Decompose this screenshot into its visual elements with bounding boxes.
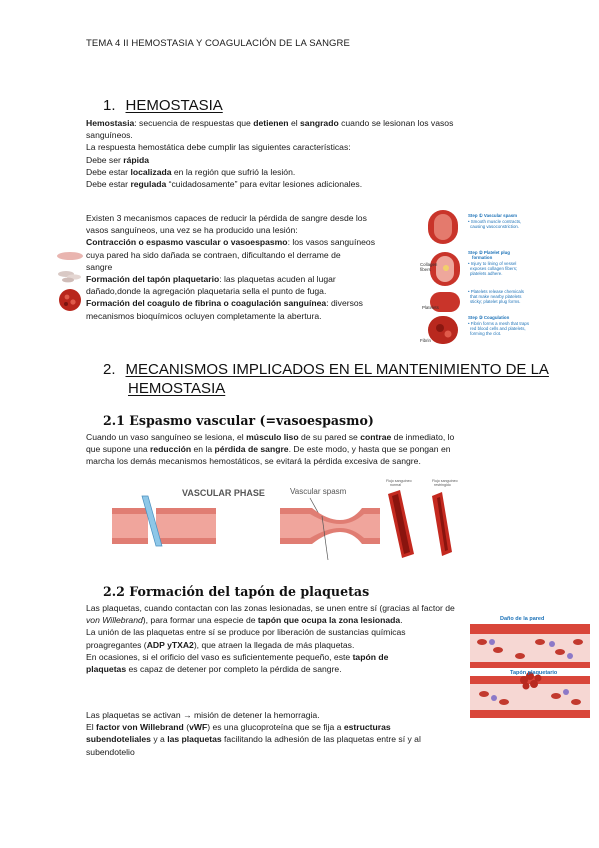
svg-text:Flujo sanguíneo: Flujo sanguíneo (386, 479, 412, 483)
svg-text:forming the clot.: forming the clot. (470, 331, 502, 336)
vessel-flow-figures (380, 476, 460, 568)
subsection-2-2-title: 2.2 Formación del tapón de plaquetas (103, 584, 370, 599)
platelet-activation-text: Las plaquetas se activan → misión de detener la hemorragia. El factor von Willebrand (vWF) es una glucoproteína que se fija a estructuras subendoteliales y a las plaquetas facilitando la adhesión de las plaquetas entre sí y al subendotelio (86, 710, 421, 757)
svg-text:that make nearby platelets: that make nearby platelets (470, 294, 522, 299)
subsection-2-1-text: Cuando un vaso sanguíneo se lesiona, el músculo liso de su pared se contrae de inmediato, lo que supone una reducción en la pérdida de sangre. De este modo, y hasta que se pongan en marcha los demás mecanismos hemostáticos, se evitará la pérdida excesiva de sangre. (86, 432, 455, 467)
subsection-2-2-text: Las plaquetas, cuando contactan con las zonas lesionadas, se unen entre sí (gracias al factor de von Willebrand), para formar una especie de tapón que ocupa la zona lesionada. La unión de las plaquetas entre sí se produce por liberación de sustancias químicas proagregantes (ADP yTXA2), que atraen la llegada de más plaquetas. En ocasiones, si el orificio del vaso es suficientemente pequeño, este tapón de plaquetas es capaz de detener por completo la pérdida de sangre. (86, 603, 455, 675)
svg-text:sticky; platelet plug forms.: sticky; platelet plug forms. (470, 299, 521, 304)
svg-text:Collagen: Collagen (420, 262, 438, 267)
svg-text:platelets adhere.: platelets adhere. (470, 271, 503, 276)
svg-text:causing vasoconstriction.: causing vasoconstriction. (470, 224, 520, 229)
section-title: MECANISMOS IMPLICADOS EN EL MANTENIMIENTO DE LA (125, 361, 549, 378)
svg-text:restringido: restringido (434, 483, 451, 487)
svg-text:normal: normal (390, 483, 401, 487)
step1-title: Step ① Vascular spasm (468, 213, 518, 218)
mechanism-3: Formación del coagulo de fibrina o coagulación sanguínea: diversos (86, 298, 363, 309)
svg-text:Flujo sanguíneo: Flujo sanguíneo (432, 479, 458, 483)
svg-text:• Platelets release chemicals: • Platelets release chemicals (468, 289, 524, 294)
document-header: TEMA 4 II HEMOSTASIA Y COAGULACIÓN DE LA SANGRE (86, 38, 350, 49)
section-2-heading: 2. MECANISMOS IMPLICADOS EN EL MANTENIMIENTO DE LA HEMOSTASIA (103, 361, 549, 397)
vascular-phase-figure (112, 476, 380, 566)
subsection-2-1-title: 2.1 Espasmo vascular (=vasoespasmo) (103, 413, 374, 428)
svg-text:VASCULAR PHASE: VASCULAR PHASE (182, 488, 265, 498)
section-number: 1. (103, 97, 116, 114)
svg-text:• Smooth muscle contracts,: • Smooth muscle contracts, (468, 219, 522, 224)
platelet-plug-figure (470, 612, 590, 720)
svg-text:Tapón plaquetario: Tapón plaquetario (510, 670, 558, 676)
svg-text:Platelets: Platelets (422, 305, 439, 310)
hemostasis-steps-figure (420, 206, 560, 346)
vessel-cells-icon (54, 250, 86, 312)
svg-text:• Injury to lining of vessel: • Injury to lining of vessel (468, 261, 517, 266)
mechanism-2: Formación del tapón plaquetario: las plaquetas acuden al lugar (86, 274, 336, 285)
svg-text:exposes collagen fibers;: exposes collagen fibers; (470, 266, 518, 271)
section-title: HEMOSTASIA (125, 97, 223, 114)
svg-text:Daño de la pared: Daño de la pared (500, 616, 545, 622)
mechanism-1: Contracción o espasmo vascular o vasoespasmo: los vasos sanguíneos (86, 237, 375, 248)
svg-text:• Fibrin forms a mesh that tra: • Fibrin forms a mesh that traps (468, 321, 530, 326)
svg-text:Vascular spasm: Vascular spasm (290, 487, 347, 496)
section-number: 2. (103, 361, 116, 378)
svg-text:red blood cells and platelets,: red blood cells and platelets, (470, 326, 526, 331)
svg-text:Fibrin: Fibrin (420, 338, 431, 343)
step3-title: Step ③ Coagulation (468, 315, 510, 320)
section-1-heading (103, 97, 223, 114)
step2-title: Step ② Platelet plug (468, 250, 510, 255)
mechanisms-list: Existen 3 mecanismos capaces de reducir la pérdida de sangre desde los vasos sanguíneos, una vez se ha producido una lesión: Contracción o espasmo vascular o vasoespasmo: los vasos sanguíneos cuya pared ha sido dañada se contraen, dificultando el derrame de sangre Formación del tapón plaquetario: las plaquetas acuden al lugar dañado,donde la agregación plaquetaria sella el punto de fuga. Formación del coagulo de fibrina o coagulación sanguínea: diversos mecanismos bioquímicos ocluyen completamente la abertura. (86, 213, 375, 321)
hemostasia-definition: Hemostasia: secuencia de respuestas que detienen el sangrado cuando se lesionan los vasos sanguíneos. La respuesta hemostática debe cumplir las siguientes características: Debe ser rápida Debe estar localizada en la región que sufrió la lesión. Debe estar regulada “cuidadosamente” para evitar lesiones adicionales. (86, 118, 454, 190)
svg-text:fibers: fibers (420, 267, 431, 272)
svg-text:formation: formation (472, 255, 493, 260)
